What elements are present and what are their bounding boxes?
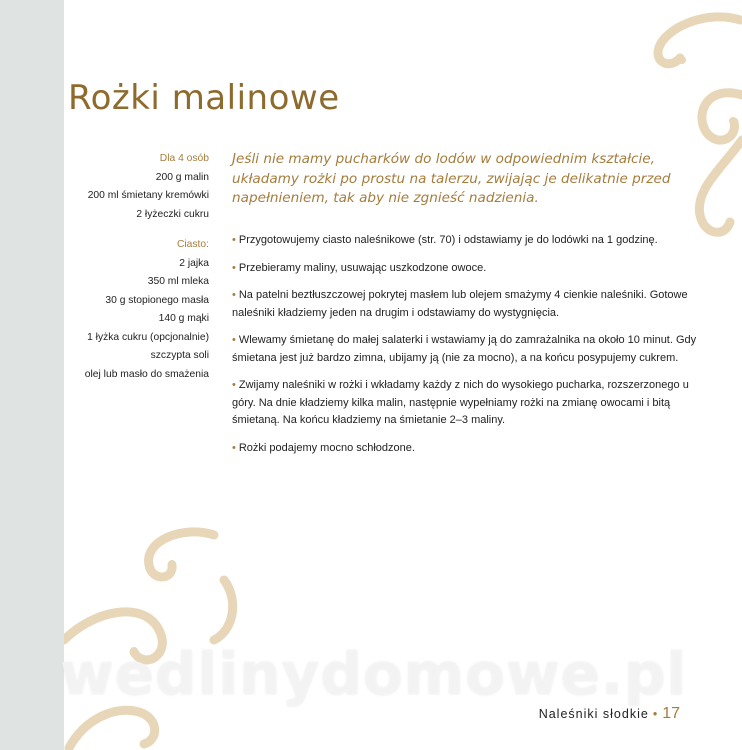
bullet-icon: •: [232, 261, 236, 274]
ingredient-item: 200 ml śmietany kremówki: [87, 190, 209, 201]
ingredients-list: [64, 150, 209, 384]
step-text: Na patelni beztłuszczowej pokrytej masłem lub olejem smażymy 4 cienkie naleśniki. Gotowe naleśniki kładziemy jeden na drugim i odstawiamy do wystygnięcia.: [232, 289, 688, 319]
step-text: Przygotowujemy ciasto naleśnikowe (str. 70) i odstawiamy je do lodówki na 1 godzinę.: [238, 234, 658, 246]
step-item: [232, 332, 700, 367]
step-item: [232, 377, 700, 430]
intro-paragraph: Jeśli nie mamy pucharków do lodów w odpowiednim kształcie, układamy rożki po prostu na talerzu, zwijając je delikatnie przed napełnieniem, tak aby nie zgnieść nadzienia.: [232, 151, 671, 206]
left-gray-band: [0, 0, 64, 750]
page-footer: [539, 705, 680, 723]
page-title: Rożki malinowe: [68, 78, 340, 118]
step-item: [232, 440, 700, 458]
step-item: [232, 287, 700, 322]
ingredient-item: 200 g malin: [155, 171, 209, 183]
bullet-icon: •: [232, 379, 236, 391]
top-right-swirl-ornament: [600, 0, 742, 250]
step-text: Przebieramy maliny, usuwając uszkodzone owoce.: [238, 261, 487, 274]
footer-separator: •: [652, 707, 659, 721]
footer-section-title: Naleśniki słodkie: [538, 707, 649, 721]
ingredient-item: 350 ml mleka: [147, 276, 209, 287]
page-number: 17: [662, 705, 680, 722]
step-item: [232, 232, 700, 250]
bottom-left-swirl-ornament: [64, 520, 254, 750]
ingredient-item: 2 łyżeczki cukru: [136, 208, 209, 220]
ingredient-item: 30 g stopionego masła: [105, 294, 209, 306]
bullet-icon: •: [232, 234, 236, 246]
bullet-icon: •: [232, 289, 236, 301]
steps-list: [232, 232, 700, 467]
bullet-icon: •: [232, 334, 236, 346]
watermark: wedlinydomowe.pl: [60, 640, 688, 708]
ingredient-item: olej lub masło do smażenia: [84, 368, 209, 380]
step-text: Zwijamy naleśniki w rożki i wkładamy każdy z nich do wysokiego pucharka, rozszerzonego u góry. Na dnie kładziemy kilka malin, następnie wypełniamy rożki na zmianę owocami i bitą śmietaną. Na końcu kładziemy na śmietanie 2–3 maliny.: [232, 379, 689, 426]
ingredient-item: 1 łyżka cukru (opcjonalnie): [87, 331, 209, 343]
ingredient-item: 140 g mąki: [158, 313, 209, 324]
dough-heading: Ciasto:: [176, 239, 209, 250]
ingredient-item: szczypta soli: [150, 350, 209, 361]
step-text: Rożki podajemy mocno schłodzone.: [238, 441, 415, 454]
bullet-icon: •: [232, 441, 236, 454]
ingredient-item: 2 jajka: [179, 257, 209, 269]
step-item: [232, 260, 700, 278]
step-text: Wlewamy śmietanę do małej salaterki i wstawiamy ją do zamrażalnika na około 10 minut. Gdy śmietana jest już bardzo zimna, ubijamy ją (nie za mocno), a na końcu posypujemy cukrem.: [232, 334, 697, 364]
servings-heading: Dla 4 osób: [159, 153, 209, 164]
